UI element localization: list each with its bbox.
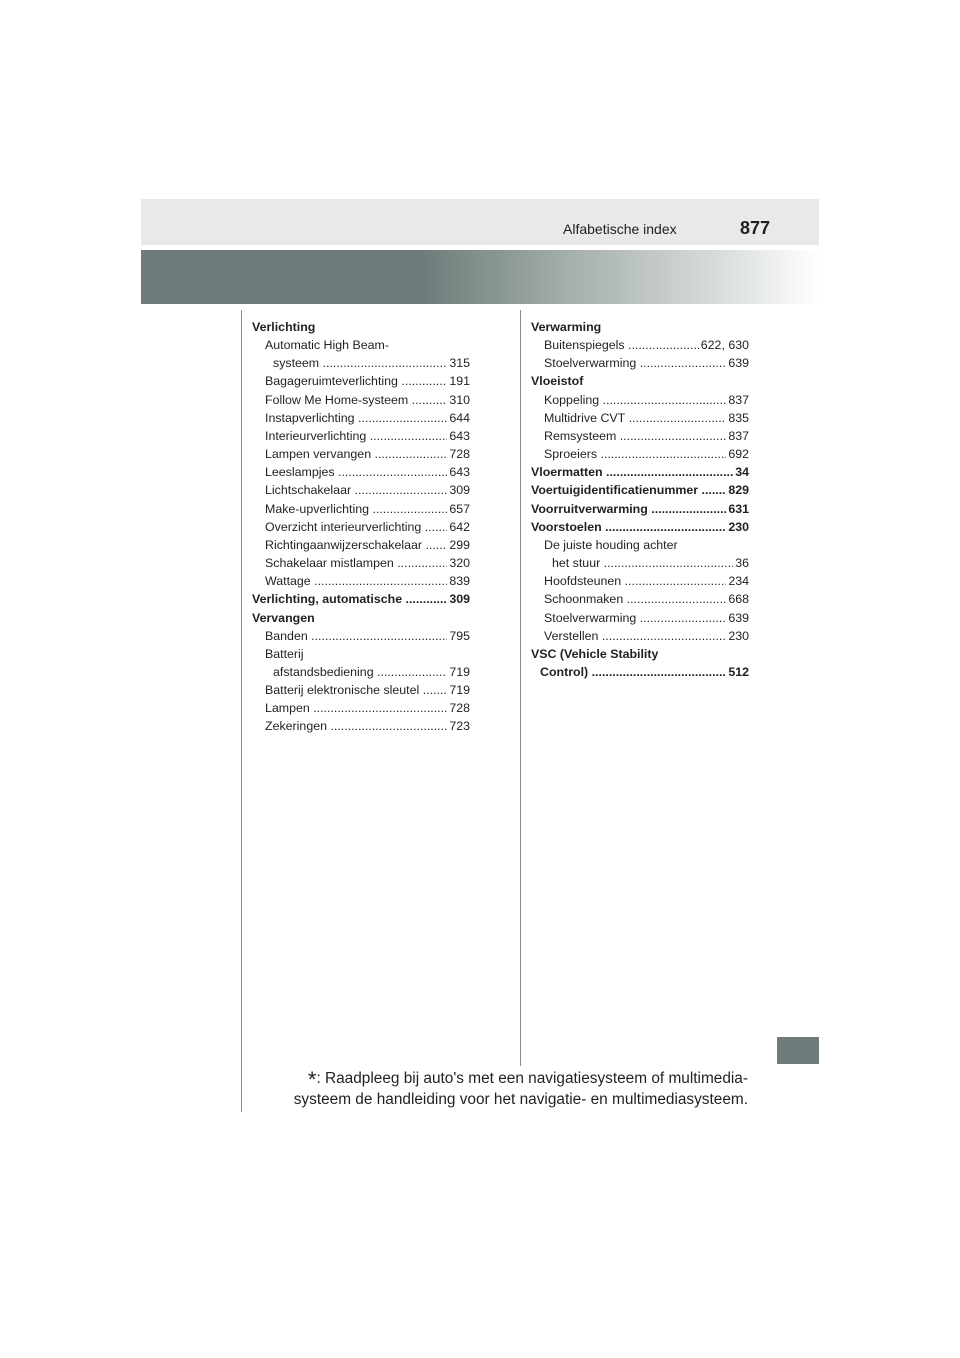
index-entry [531, 391, 749, 409]
index-page-ref: 234 [726, 572, 749, 590]
index-page-ref: 837 [726, 391, 749, 409]
index-page-ref: 631 [726, 500, 749, 518]
footnote-marker: * [307, 1067, 317, 1092]
index-entry [531, 409, 749, 427]
index-entry [252, 409, 470, 427]
index-entry [252, 609, 470, 627]
index-term: Koppeling [544, 392, 600, 407]
index-term: De juiste houding achter [544, 537, 678, 552]
index-term: Verlichting, automatische [252, 592, 403, 607]
index-entry [252, 572, 470, 590]
index-entry [531, 536, 749, 554]
index-entry [531, 663, 749, 681]
index-page-ref: 668 [726, 590, 749, 608]
index-term: Stoelverwarming [544, 356, 637, 371]
index-term: Verlichting [252, 320, 316, 334]
index-term: Leeslampjes [265, 465, 335, 480]
index-entry [252, 336, 470, 354]
index-entry [252, 717, 470, 735]
index-page-ref: 644 [447, 409, 470, 427]
index-page-ref: 622, 630 [699, 336, 749, 354]
index-column-left [252, 318, 470, 736]
page-number: 877 [740, 218, 771, 238]
index-page-ref: 309 [447, 590, 470, 608]
index-page-ref: 719 [447, 663, 470, 681]
index-term: Schakelaar mistlampen [265, 556, 394, 571]
index-term: Control) [540, 664, 589, 679]
index-entry [531, 627, 749, 645]
index-page-ref: 643 [447, 463, 470, 481]
footnote-line-1: : Raadpleeg bij auto's met een navigatiesysteem of multimedia- [316, 1070, 748, 1087]
index-entry [531, 463, 749, 481]
index-entry [531, 481, 749, 499]
index-page-ref: 639 [726, 609, 749, 627]
index-entry [252, 590, 470, 608]
gradient-band [141, 250, 819, 304]
index-term: Vloermatten [531, 465, 603, 480]
index-thumb-tab [777, 1037, 819, 1064]
index-page-ref: 34 [733, 463, 749, 481]
index-page-ref: 639 [726, 354, 749, 372]
index-entry [531, 336, 749, 354]
index-term: Follow Me Home-systeem [265, 392, 409, 407]
index-entry [531, 427, 749, 445]
index-term: afstandsbediening [273, 664, 374, 679]
index-term: Zekeringen [265, 719, 327, 734]
index-term: systeem [273, 356, 320, 371]
index-term: Lampen vervangen [265, 447, 372, 462]
index-term: het stuur [552, 556, 601, 571]
index-page-ref: 839 [447, 572, 470, 590]
index-entry [252, 699, 470, 717]
index-page-ref: 230 [726, 518, 749, 536]
index-term: Vervangen [252, 610, 315, 625]
index-term: Lichtschakelaar [265, 483, 352, 498]
left-margin-rule [241, 310, 242, 1112]
index-term: Sproeiers [544, 447, 598, 462]
index-page-ref: 795 [447, 627, 470, 645]
index-page-ref: 835 [726, 409, 749, 427]
index-page-ref: 657 [447, 500, 470, 518]
index-entry [531, 609, 749, 627]
index-page-ref: 299 [447, 536, 470, 554]
index-entry [252, 554, 470, 572]
index-entry [252, 681, 470, 699]
index-page-ref: 719 [447, 681, 470, 699]
index-entry [531, 372, 749, 390]
index-page-ref: 643 [447, 427, 470, 445]
index-term: Wattage [265, 574, 311, 589]
index-term: Buitenspiegels [544, 338, 625, 353]
index-term: Overzicht interieurverlichting [265, 519, 422, 534]
index-page-ref: 728 [447, 699, 470, 717]
index-entry [252, 445, 470, 463]
page-title: Alfabetische index [563, 221, 677, 237]
index-entry [531, 354, 749, 372]
index-entry [531, 518, 749, 536]
index-entry [252, 663, 470, 681]
index-entry [252, 427, 470, 445]
index-term: Banden [265, 628, 308, 643]
index-page-ref: 320 [447, 554, 470, 572]
index-entry [531, 572, 749, 590]
index-column-right [531, 318, 749, 681]
index-entry [531, 554, 749, 572]
index-entry [531, 318, 749, 336]
index-page-ref: 230 [726, 627, 749, 645]
index-page-ref: 310 [447, 391, 470, 409]
index-entry [252, 481, 470, 499]
footnote [290, 1068, 748, 1110]
index-page-ref: 728 [447, 445, 470, 463]
index-term: Vloeistof [531, 374, 584, 389]
index-page-ref: 191 [447, 372, 470, 390]
index-term: Stoelverwarming [544, 610, 637, 625]
index-entry [252, 318, 470, 336]
index-page-ref: 692 [726, 445, 749, 463]
index-term: Richtingaanwijzerschakelaar [265, 537, 423, 552]
index-term: Interieurverlichting [265, 428, 367, 443]
index-entry [252, 354, 470, 372]
column-divider [520, 310, 521, 1066]
index-page-ref: 829 [726, 481, 749, 499]
index-entry [531, 645, 749, 663]
index-entry [252, 500, 470, 518]
index-entry [531, 590, 749, 608]
index-entry [252, 391, 470, 409]
index-term: VSC (Vehicle Stability [531, 646, 659, 661]
index-entry [252, 627, 470, 645]
index-term: Remsysteem [544, 428, 617, 443]
index-term: Schoonmaken [544, 592, 624, 607]
index-term: Automatic High Beam- [265, 338, 389, 353]
index-entry [531, 445, 749, 463]
index-page-ref: 512 [726, 663, 749, 681]
index-term: Hoofdsteunen [544, 574, 622, 589]
index-page-ref: 36 [733, 554, 749, 572]
index-page-ref: 309 [447, 481, 470, 499]
index-term: Multidrive CVT [544, 410, 626, 425]
index-term: Make-upverlichting [265, 501, 369, 516]
index-term: Voorruitverwarming [531, 501, 648, 516]
index-entry [252, 645, 470, 663]
index-term: Bagageruimteverlichting [265, 374, 398, 389]
footnote-line-2: systeem de handleiding voor het navigatie- en multimediasysteem. [293, 1091, 748, 1108]
index-term: Batterij elektronische sleutel [265, 683, 420, 698]
index-page-ref: 723 [447, 717, 470, 735]
index-entry [252, 518, 470, 536]
header-band [141, 199, 819, 245]
index-term: Voorstoelen [531, 519, 602, 534]
index-term: Batterij [265, 646, 304, 661]
index-page-ref: 315 [447, 354, 470, 372]
index-entry [252, 463, 470, 481]
index-term: Verwarming [531, 320, 602, 334]
index-page-ref: 837 [726, 427, 749, 445]
index-page-ref: 642 [447, 518, 470, 536]
index-term: Verstellen [544, 628, 599, 643]
index-term: Lampen [265, 701, 310, 716]
index-term: Voertuigidentificatienummer [531, 483, 699, 498]
index-entry [252, 372, 470, 390]
index-term: Instapverlichting [265, 410, 355, 425]
index-entry [252, 536, 470, 554]
index-entry [531, 500, 749, 518]
